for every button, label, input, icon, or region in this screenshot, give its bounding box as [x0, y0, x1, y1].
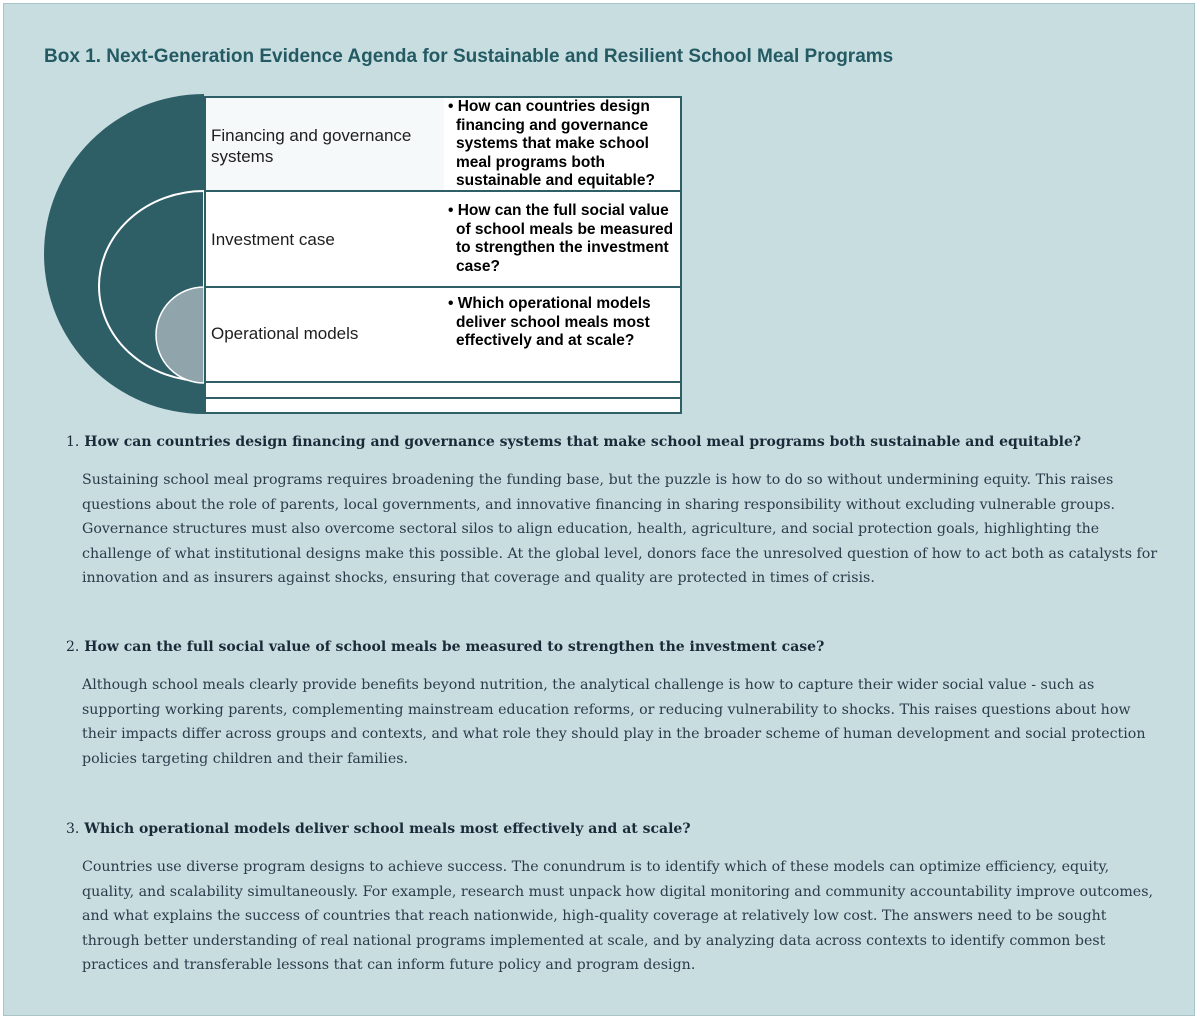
question-body: Although school meals clearly provide benefits beyond nutrition, the analytical challenge is how to capture their wider social value - such as supporting working parents, complementing mainstream education reforms, or reducing vulnerability to shocks. This raises questions about how their impacts differ across groups and contexts, and what role they should play in the broader scheme of human development and social protection policies targeting children and their families.: [82, 677, 1146, 767]
row-question-operational: • Which operational models deliver school meals most effectively and at scale?: [448, 295, 651, 349]
question-body: Sustaining school meal programs requires broadening the funding base, but the puzzle is how to do so without undermining equity. This raises questions about the role of parents, local governments, and innovative financing in sharing responsibility without excluding vulnerable groups. Governance structures must also overcome sectoral silos to align education, health, agriculture, and social protection goals, highlighting the challenge of what institutional designs make this possible. At the global level, donors face the unresolved question of how to act both as catalysts for innovation and as insurers against shocks, ensuring that coverage and quality are protected in times of crisis.: [82, 472, 1158, 586]
question-heading: [66, 637, 1166, 657]
question-heading: [66, 432, 1166, 452]
question-item-3: [66, 819, 1166, 978]
row-label-operational: Operational models: [211, 324, 359, 343]
question-number: 3.: [66, 821, 80, 837]
question-item-1: [66, 432, 1166, 591]
row-question-investment: • How can the full social value of school meals be measured to strengthen the investment case?: [448, 202, 674, 275]
row-label-investment: Investment case: [211, 230, 335, 249]
box-title: Box 1. Next-Generation Evidence Agenda for Sustainable and Resilient School Meal Programs: [44, 46, 894, 67]
question-heading: [66, 819, 1166, 839]
question-number: 1.: [66, 434, 80, 450]
nested-diagram: [44, 94, 689, 423]
evidence-agenda-box: [3, 3, 1195, 1016]
question-number: 2.: [66, 639, 80, 655]
question-title: How can the full social value of school meals be measured to strengthen the investment case?: [84, 639, 825, 655]
row-question-financing: • How can countries design financing and governance systems that make school meal programs both sustainable and equitable?: [448, 98, 655, 189]
question-body: Countries use diverse program designs to achieve success. The conundrum is to identify which of these models can optimize efficiency, equity, quality, and scalability simultaneously. For example, research must unpack how digital monitoring and community accountability improve outcomes, and what explains the success of countries that reach nationwide, high-quality coverage at relatively low cost. The answers need to be sought through better understanding of real national programs implemented at scale, and by analyzing data across contexts to identify common best practices and transferable lessons that can inform future policy and program design.: [82, 859, 1153, 973]
question-title: Which operational models deliver school meals most effectively and at scale?: [84, 821, 691, 837]
row-label-financing: Financing and governance systems: [211, 126, 412, 166]
question-item-2: [66, 637, 1166, 771]
question-title: How can countries design financing and governance systems that make school meal programs both sustainable and equitable?: [84, 434, 1082, 450]
